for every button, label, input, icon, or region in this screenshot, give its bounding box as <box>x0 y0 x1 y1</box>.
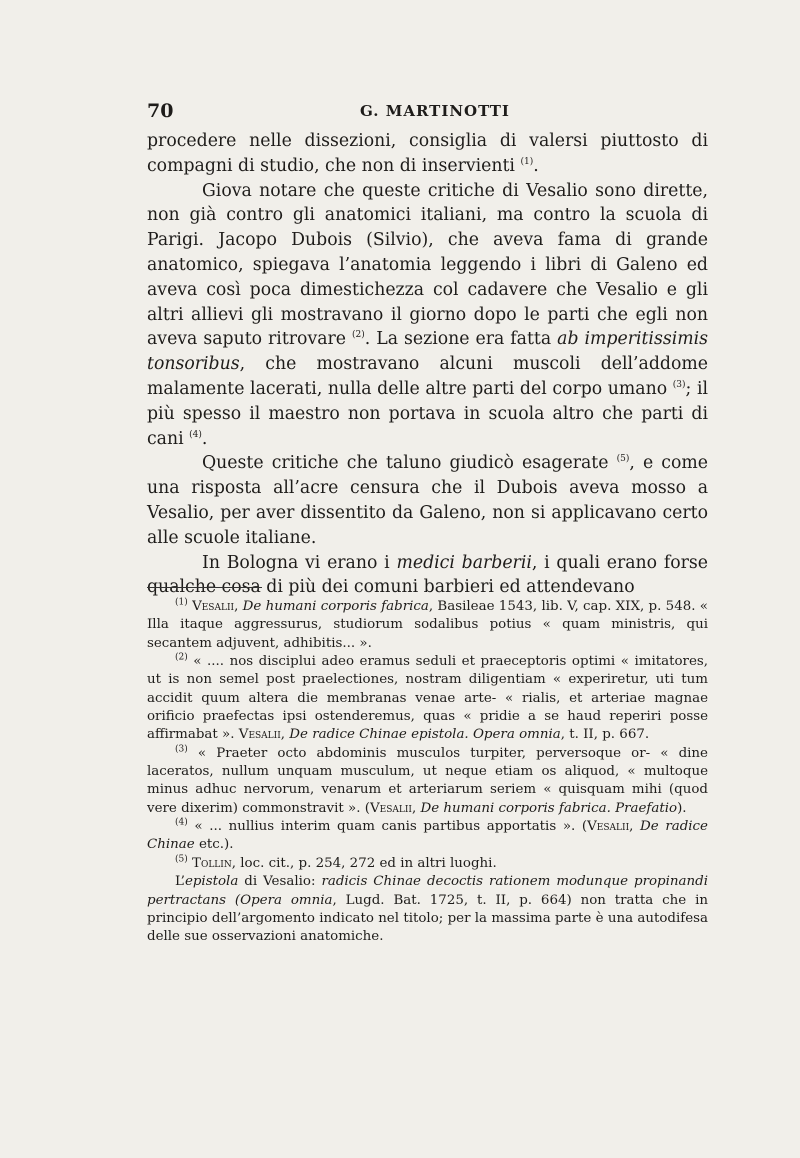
footnote-note: L’epistola di Vesalio: radicis Chinae decoctis rationem modunque propinandi pertractans (Opera omnia, Lugd. Bat. 1725, t. II, p. 664) non tratta che in principio dell’argomento indicato nel titolo; per la massima parte è una autodifesa delle sue osservazioni anatomiche. <box>147 874 708 945</box>
footnotes <box>147 598 708 947</box>
footnote-ref: (2) <box>352 330 365 341</box>
footnote-4: $^{(4)}$ « ... nullius interim quam canis partibus apportatis ». (Vesalii, De radice Chinae etc.). <box>147 817 708 853</box>
footnote-ref: (1) <box>520 157 534 168</box>
footnote-ref: (3) <box>672 380 686 391</box>
footnote-ref: (5) <box>616 454 630 465</box>
footnote-5: $^{(5)}$ Tollin, loc. cit., p. 254, 272 ed in altri luoghi. <box>175 854 497 871</box>
paragraph-1: procedere nelle dissezioni, consiglia di valersi piuttosto di compagni di studio, che non di inservienti $^{(1)}$. <box>147 131 708 176</box>
paragraph-2: Giova notare che queste critiche di Vesalio sono dirette, non già contro gli anatomici italiani, ma contro la scuola di Parigi. Jacopo Dubois (Silvio), che aveva fama di grande anatomico, spiegava l’anatomia leggendo i libri di Galeno ed aveva così poca dimestichezza col cadavere che Vesalio e gli altri allievi gli mostravano il giorno dopo le parti che egli non aveva saputo ritrovare $^{(2)}$. La sezione era fatta ab imperitissimis tonsoribus, che mostravano alcuni muscoli dell’addome malamente lacerati, nulla delle altre parti del corpo umano $^{(3)}$; il più spesso il maestro non portava in scuola altro che parti di cani $^{(4)}$. <box>147 180 709 449</box>
page-header <box>147 100 707 130</box>
main-text <box>147 129 708 600</box>
footnote-3: $^{(3)}$ « Praeter octo abdominis musculos turpiter, perversoque or- « dine laceratos, nullum unquam musculum, ut neque etiam os aliquod, « multoque minus adhuc nervorum, venarum et arteriarum seriem « quisquam mihi (quod vere dixerim) commonstravit ». (Vesalii, De humani corporis fabrica. Praefatio). <box>147 744 708 816</box>
footnote-2: $^{(2)}$ « .... nos disciplui adeo eramus seduli et praeceptoris optimi « imitatores, ut is non semel post praelectiones, nostram diligentiam « experiretur, uti tum accidit quum altera die membranas venae arte- « rialis, et arteriae magnae orificio praefectas ipsi ostenderemus, quas « pridie a se haud reperiri posse affirmabat ». Vesalii, De radice Chinae epistola. Opera omnia, t. II, p. 667. <box>147 652 708 743</box>
page-number: 70 <box>147 100 174 122</box>
paragraph-3: Queste critiche che taluno giudicò esagerate $^{(5)}$, e come una risposta all’acre censura che il Dubois aveva mosso a Vesalio, per aver dissentito da Galeno, non si applicavano certo alle scuole italiane. <box>147 453 708 548</box>
running-head: G. MARTINOTTI <box>360 102 510 120</box>
footnote-ref: (4) <box>189 429 202 440</box>
paragraph-4: In Bologna vi erano i medici barberii, i quali erano forse qualche cosa di più dei comuni barbieri ed attendevano <box>147 552 708 598</box>
footnote-1: $^{(1)}$ Vesalii, De humani corporis fabrica, Basileae 1543, lib. V, cap. XIX, p. 548. « Illa itaque aggressurus, studiorum sodalibus potius « quam ministris, qui secantem adjuvent, adhibitis... ». <box>147 597 708 651</box>
footnote-divider <box>147 587 262 588</box>
